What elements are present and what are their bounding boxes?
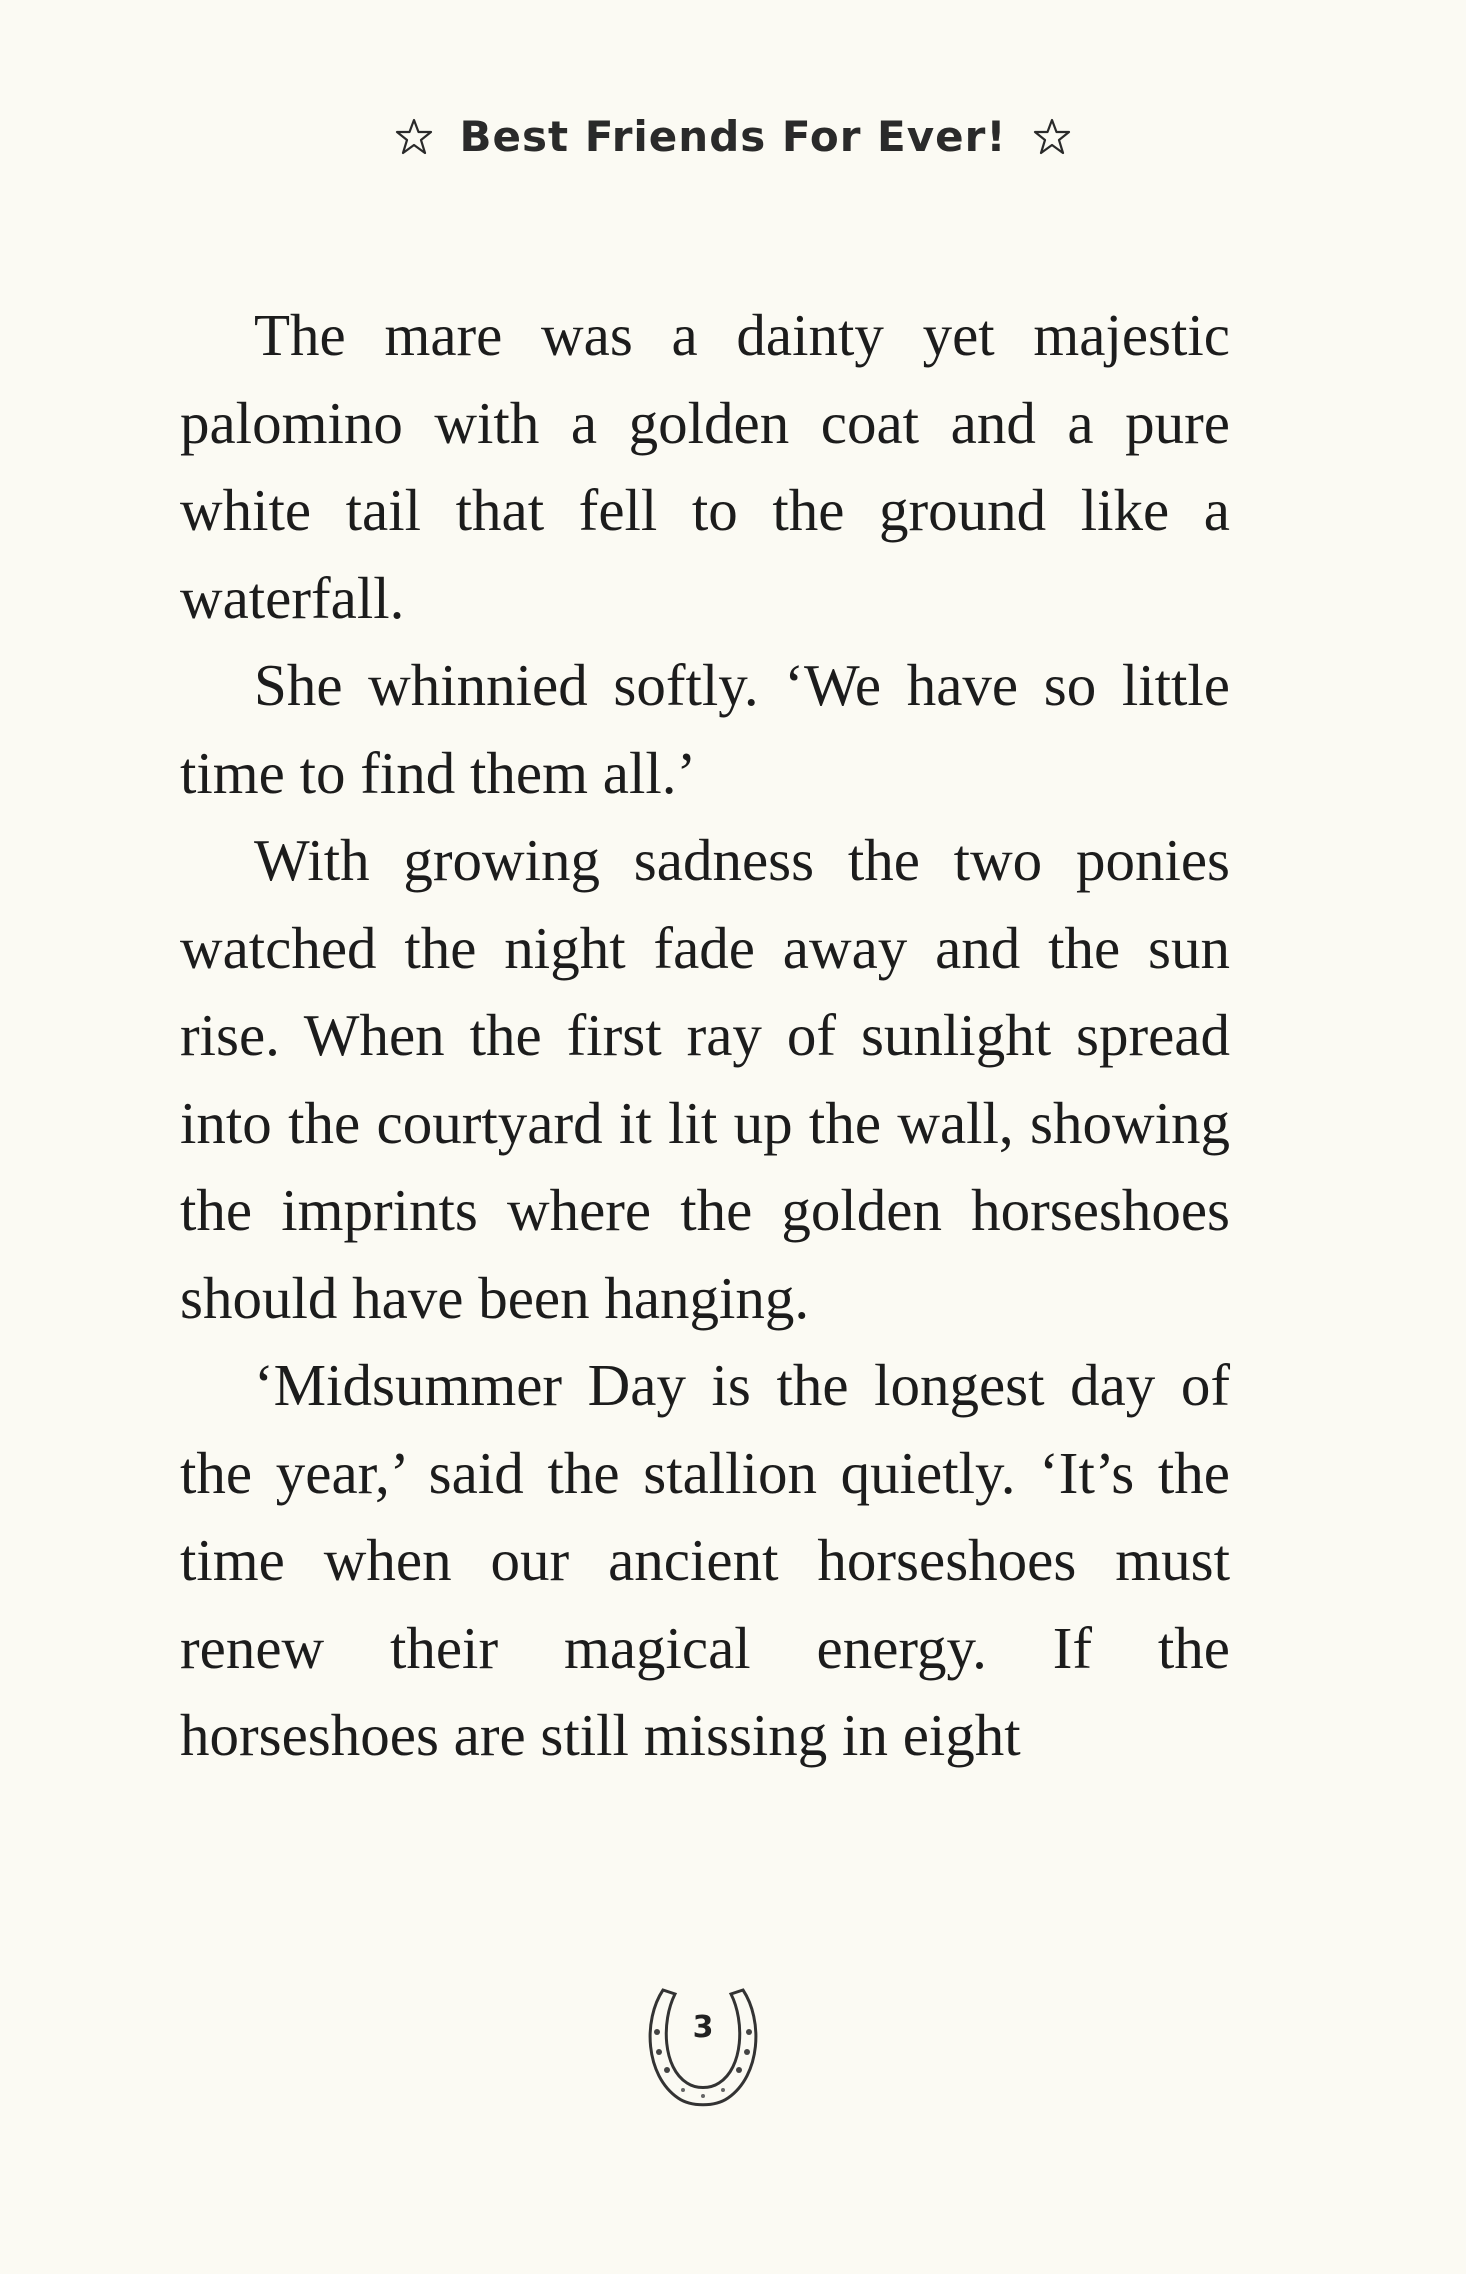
- horseshoe-icon: [633, 1970, 773, 2120]
- running-head: [0, 112, 1466, 161]
- page-number-ornament: [633, 1970, 773, 2120]
- star-outline-icon: [1032, 117, 1072, 157]
- paragraph: The mare was a dainty yet majestic palomino with a golden coat and a pure white tail that fell to the ground like a waterfall.: [180, 302, 1230, 631]
- body-text: [180, 292, 1230, 1780]
- running-title: Best Friends For Ever!: [459, 112, 1007, 161]
- paragraph: She whinnied softly. ‘We have so little time to find them all.’: [180, 652, 1230, 806]
- paragraph: ‘Midsummer Day is the longest day of the year,’ said the stallion quietly. ‘It’s the time when our ancient horseshoes must renew their magical energy. If the horseshoes are still missing in eight: [180, 1352, 1230, 1768]
- star-outline-icon: [394, 117, 434, 157]
- page-number: 3: [692, 2010, 714, 2045]
- paragraph: With growing sadness the two ponies watched the night fade away and the sun rise. When the first ray of sunlight spread into the courtyard it lit up the wall, showing the imprints where the golden horseshoes should have been hanging.: [180, 827, 1230, 1331]
